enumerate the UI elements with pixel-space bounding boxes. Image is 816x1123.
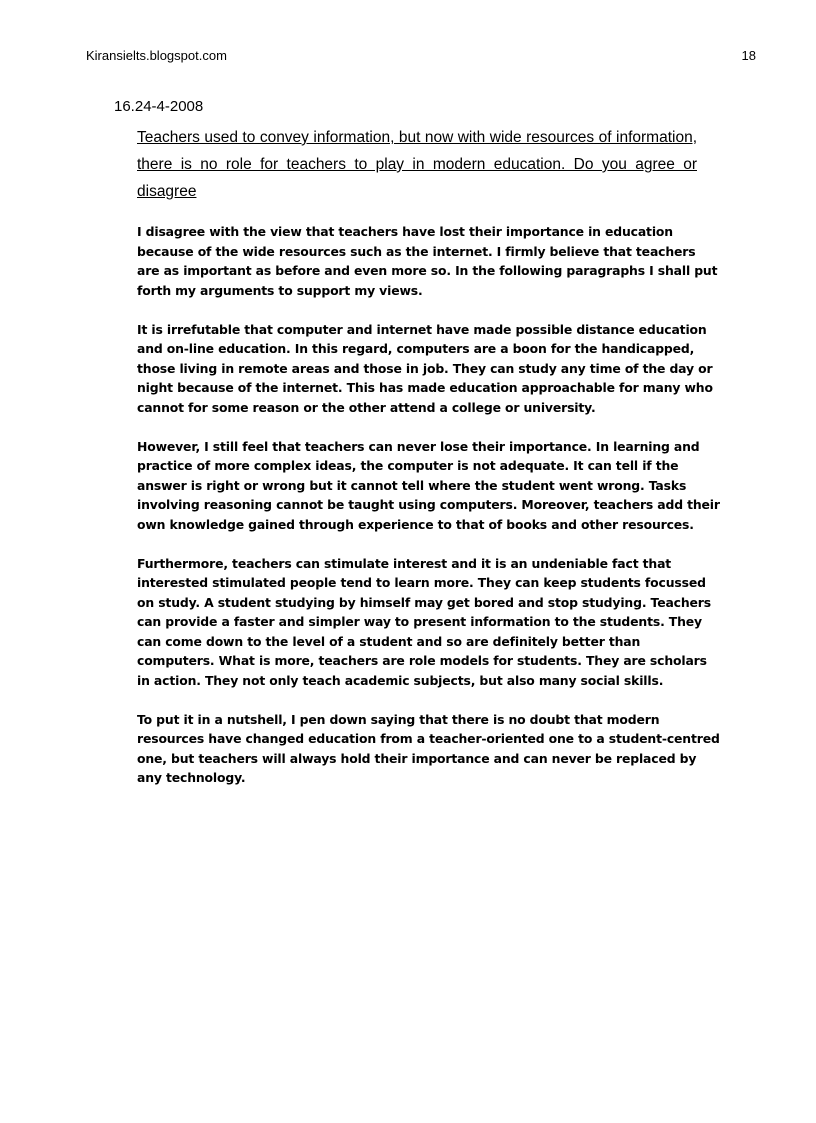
essay-paragraph-conclusion: To put it in a nutshell, I pen down saying that there is no doubt that modern resources have changed education from a teacher-oriented one to a student-centred one, but teachers will always hold their importance and can never be replaced by any technology. (137, 711, 720, 785)
essay-question: Teachers used to convey information, but now with wide resources of information, there is no role for teachers to play in modern education. Do you agree or disagree (137, 129, 697, 200)
essay-number: 16.24-4-2008 (114, 98, 204, 115)
essay-paragraph-4: Furthermore, teachers can stimulate interest and it is an undeniable fact that interested stimulated people tend to learn more. They can keep students focussed on study. A student studying by himself may get bored and stop studying. Teachers can provide a faster and simpler way to present information to the students. They can come down to the level of a student and so are definitely better than computers. What is more, teachers are role models for students. They are scholars in action. They not only teach academic subjects, but also many social skills. (137, 555, 711, 688)
essay-paragraph-3: However, I still feel that teachers can never lose their importance. In learning and practice of more complex ideas, the computer is not adequate. It can tell if the answer is right or wrong but it cannot tell where the student went wrong. Tasks involving reasoning cannot be taught using computers. Moreover, teachers add their own knowledge gained through experience to that of books and other resources. (137, 438, 720, 532)
essay-paragraph-2: It is irrefutable that computer and internet have made possible distance education and on-line education. In this regard, computers are a boon for the handicapped, those living in remote areas and those in job. They can study any time of the day or night because of the internet. This has made education approachable for many who cannot for some reason or the other attend a college or university. (137, 321, 713, 415)
page-number: 18 (741, 48, 756, 63)
header-site-name: Kiransielts.blogspot.com (86, 48, 227, 63)
essay-body (137, 222, 721, 807)
essay-paragraph-intro: I disagree with the view that teachers have lost their importance in education because of the wide resources such as the internet. I firmly believe that teachers are as important as before and even more so. In the following paragraphs I shall put forth my arguments to support my views. (137, 224, 718, 298)
